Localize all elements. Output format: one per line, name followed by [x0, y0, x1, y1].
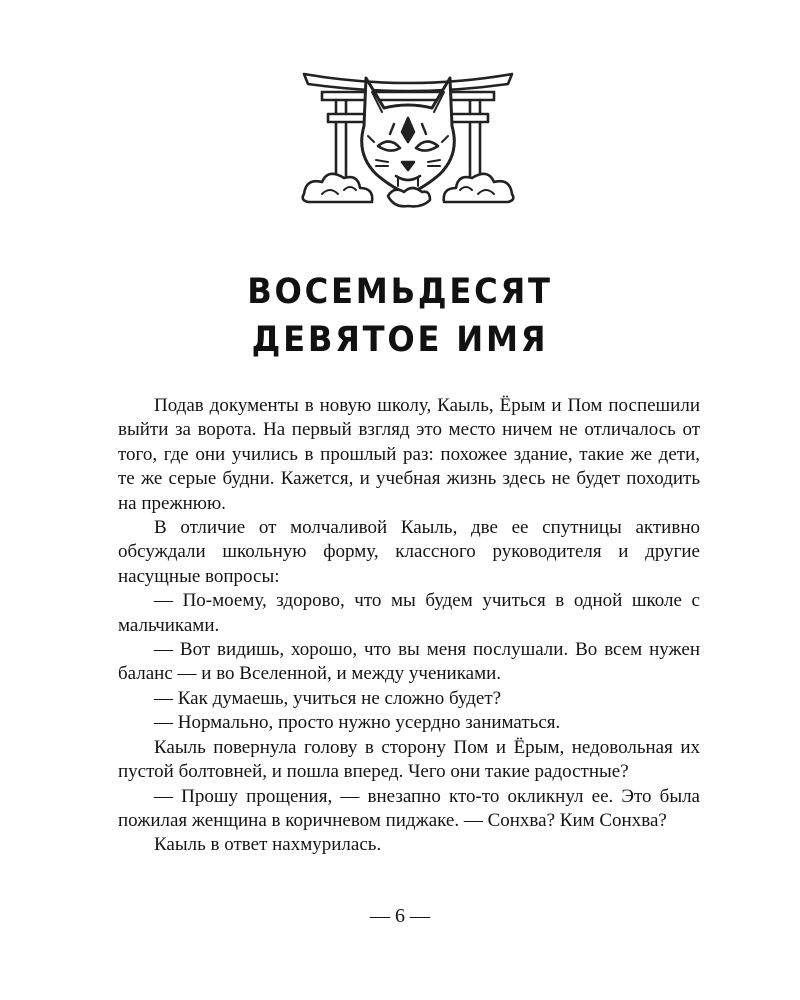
chapter-title-line-2: ДЕВЯТОЕ ИМЯ — [251, 320, 549, 360]
dialogue-line: — Нормально, просто нужно усердно заниматься. — [154, 712, 561, 734]
dialogue-line: — Как думаешь, учиться не сложно будет? — [154, 687, 502, 709]
chapter-title — [0, 268, 800, 364]
paragraph: Каыль повернула голову в сторону Пом и Ёрым, недовольная их пустой болтовней, и пошла вперед. Чего они такие радостные? — [118, 736, 700, 783]
fox-mask-torii-icon — [298, 62, 518, 210]
dialogue-line: — Прошу прощения, — внезапно кто-то окликнул ее. Это была пожилая женщина в коричневом пиджаке. — Сонхва? Ким Сонхва? — [118, 785, 700, 831]
paragraph: В отличие от молчаливой Каыль, две ее спутницы активно обсуждали школьную форму, классного руководителя и другие насущные вопросы: — [118, 517, 700, 587]
paragraph: Каыль в ответ нахмурилась. — [154, 834, 382, 856]
paragraph: Подав документы в новую школу, Каыль, Ёрым и Пом поспешили выйти за ворота. На первый взгляд это место ничем не отличалось от того, где они учились в прошлый раз: похожее здание, такие же дети, те же серые будни. Кажется, и учебная жизнь здесь не будет походить на прежнюю. — [118, 395, 700, 514]
chapter-body — [118, 394, 700, 858]
dialogue-line: — Вот видишь, хорошо, что вы меня послушали. Во всем нужен баланс — и во Вселенной, и между учениками. — [118, 639, 700, 685]
dialogue-line: — По-моему, здорово, что мы будем учиться в одной школе с мальчиками. — [118, 590, 700, 636]
page-number: — 6 — — [370, 905, 430, 927]
chapter-title-line-1: ВОСЕМЬДЕСЯТ — [247, 272, 553, 312]
